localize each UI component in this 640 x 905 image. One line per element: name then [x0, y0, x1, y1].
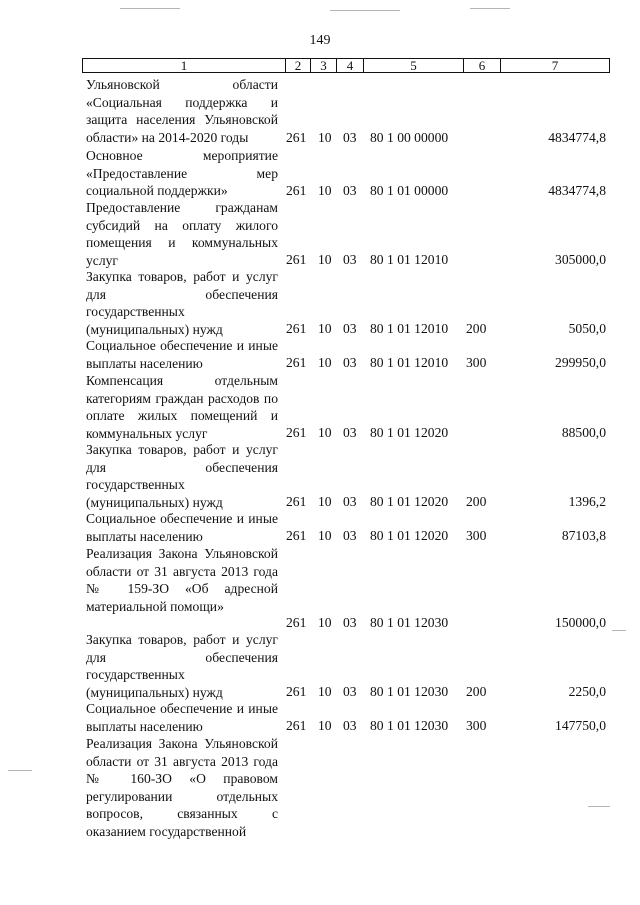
- row-target-article: 80 1 01 00000: [370, 183, 449, 198]
- row-amount: 88500,0: [561, 425, 606, 440]
- header-col-3: 3: [310, 59, 336, 72]
- row-admin-code: 261: [286, 528, 307, 543]
- row-description: Закупка товаров, работ и услуг для обеспечения государственных (муниципальных) нужд: [86, 632, 278, 700]
- row-target-article: 80 1 01 12010: [370, 252, 449, 267]
- row-amount: 4834774,8: [548, 183, 606, 198]
- row-description: Социальное обеспечение и иные выплаты населению: [86, 338, 278, 371]
- row-amount: 147750,0: [555, 718, 606, 733]
- row-section: 10: [318, 494, 332, 509]
- header-col-7: 7: [500, 59, 609, 72]
- row-admin-code: 261: [286, 321, 307, 336]
- row-amount: 305000,0: [555, 252, 606, 267]
- row-expense-type: 200: [466, 321, 487, 336]
- row-expense-type: 200: [466, 494, 487, 509]
- row-admin-code: 261: [286, 355, 307, 370]
- row-subsection: 03: [343, 528, 357, 543]
- row-subsection: 03: [343, 321, 357, 336]
- row-admin-code: 261: [286, 425, 307, 440]
- row-target-article: 80 1 01 12020: [370, 425, 449, 440]
- scan-speck: [588, 806, 610, 807]
- row-admin-code: 261: [286, 252, 307, 267]
- row-section: 10: [318, 183, 332, 198]
- row-description: Ульяновской области «Социальная поддержка и защита населения Ульяновской области» на 2014-2020 годы: [86, 77, 278, 145]
- row-amount: 2250,0: [568, 684, 606, 699]
- row-section: 10: [318, 528, 332, 543]
- row-target-article: 80 1 01 12020: [370, 528, 449, 543]
- row-admin-code: 261: [286, 684, 307, 699]
- row-subsection: 03: [343, 183, 357, 198]
- scan-speck: [330, 10, 400, 11]
- row-description: Предоставление гражданам субсидий на оплату жилого помещения и коммунальных услуг: [86, 200, 278, 268]
- row-description: Основное мероприятие «Предоставление мер социальной поддержки»: [86, 148, 278, 199]
- row-section: 10: [318, 684, 332, 699]
- row-section: 10: [318, 355, 332, 370]
- scan-speck: [8, 770, 32, 771]
- row-section: 10: [318, 718, 332, 733]
- header-col-6: 6: [463, 59, 500, 72]
- row-expense-type: 300: [466, 528, 487, 543]
- row-section: 10: [318, 615, 332, 630]
- row-target-article: 80 1 01 12020: [370, 494, 449, 509]
- row-subsection: 03: [343, 718, 357, 733]
- row-subsection: 03: [343, 615, 357, 630]
- row-admin-code: 261: [286, 130, 307, 145]
- scan-speck: [120, 8, 180, 9]
- row-subsection: 03: [343, 684, 357, 699]
- row-amount: 150000,0: [555, 615, 606, 630]
- row-description: Закупка товаров, работ и услуг для обеспечения государственных (муниципальных) нужд: [86, 442, 278, 510]
- row-expense-type: 300: [466, 355, 487, 370]
- page-number: 149: [309, 33, 331, 48]
- row-amount: 1396,2: [568, 494, 606, 509]
- row-target-article: 80 1 01 12010: [370, 355, 449, 370]
- row-description: Закупка товаров, работ и услуг для обеспечения государственных (муниципальных) нужд: [86, 269, 278, 337]
- row-subsection: 03: [343, 130, 357, 145]
- row-description: Реализация Закона Ульяновской области от 31 августа 2013 года № 160-ЗО «О правовом регулировании отдельных вопросов, связанных с оказанием государственной: [86, 736, 278, 839]
- row-amount: 87103,8: [561, 528, 606, 543]
- row-section: 10: [318, 130, 332, 145]
- row-amount: 5050,0: [568, 321, 606, 336]
- row-target-article: 80 1 01 12030: [370, 684, 449, 699]
- row-subsection: 03: [343, 252, 357, 267]
- row-admin-code: 261: [286, 718, 307, 733]
- row-expense-type: 300: [466, 718, 487, 733]
- row-admin-code: 261: [286, 494, 307, 509]
- row-description: Компенсация отдельным категориям граждан расходов по оплате жилых помещений и коммунальных услуг: [86, 373, 278, 441]
- scan-speck: [470, 8, 510, 9]
- row-target-article: 80 1 01 12010: [370, 321, 449, 336]
- row-admin-code: 261: [286, 615, 307, 630]
- row-description: Социальное обеспечение и иные выплаты населению: [86, 701, 278, 734]
- row-description: Социальное обеспечение и иные выплаты населению: [86, 511, 278, 544]
- header-col-5: 5: [363, 59, 463, 72]
- row-expense-type: 200: [466, 684, 487, 699]
- row-description: Реализация Закона Ульяновской области от 31 августа 2013 года № 159-ЗО «Об адресной материальной помощи»: [86, 546, 278, 614]
- row-subsection: 03: [343, 494, 357, 509]
- table-header: [82, 58, 610, 73]
- row-target-article: 80 1 00 00000: [370, 130, 449, 145]
- header-col-2: 2: [285, 59, 310, 72]
- row-target-article: 80 1 01 12030: [370, 615, 449, 630]
- header-col-4: 4: [336, 59, 363, 72]
- row-subsection: 03: [343, 355, 357, 370]
- header-col-1: 1: [180, 58, 188, 73]
- row-section: 10: [318, 252, 332, 267]
- row-section: 10: [318, 425, 332, 440]
- row-subsection: 03: [343, 425, 357, 440]
- row-amount: 299950,0: [555, 355, 606, 370]
- row-amount: 4834774,8: [548, 130, 606, 145]
- row-admin-code: 261: [286, 183, 307, 198]
- row-target-article: 80 1 01 12030: [370, 718, 449, 733]
- scan-speck: [612, 630, 626, 631]
- row-section: 10: [318, 321, 332, 336]
